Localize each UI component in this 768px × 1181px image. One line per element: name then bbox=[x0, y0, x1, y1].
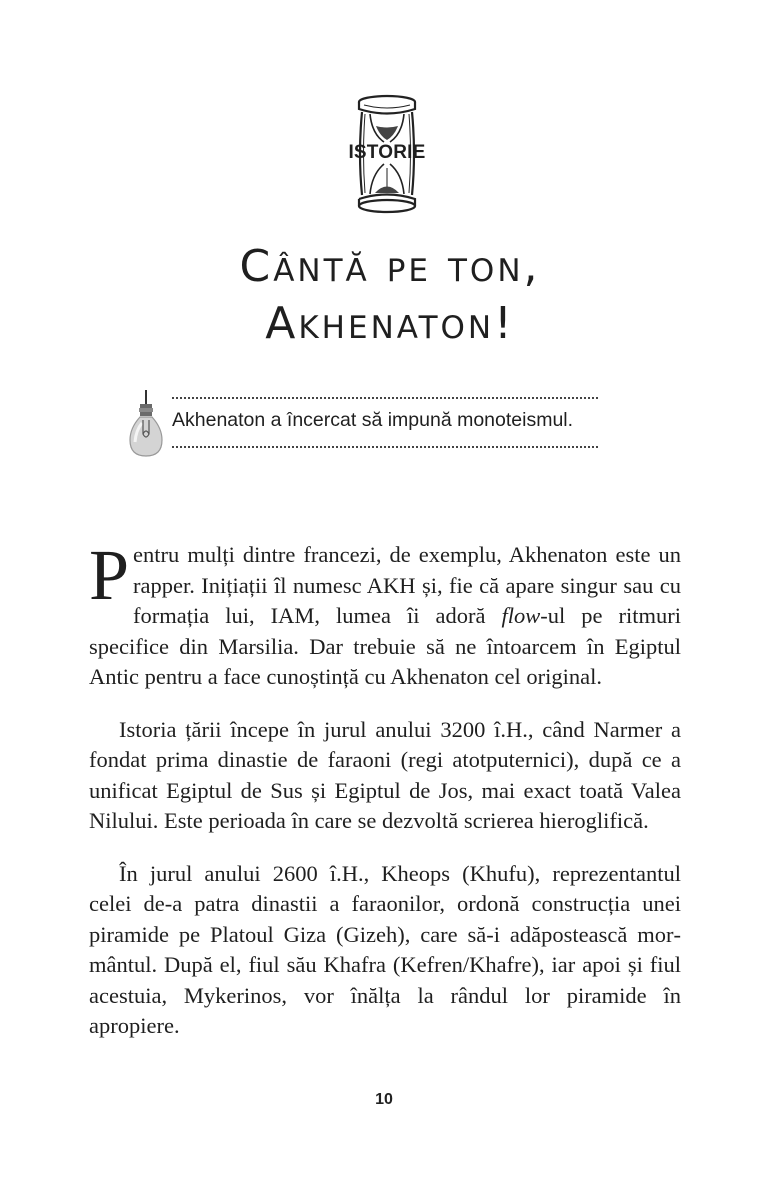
paragraph-2: Istoria țării începe în jurul anului 3200 î.H., când Narmer a fondat prima dinastie de faraoni (regi atotputernici), după ce a unificat Egiptul de Sus și Egiptul de Jos, mai exact toată Valea Nilului. Este perioada în care se dezvoltă scrierea hieroglifică. bbox=[89, 716, 681, 833]
tip-divider-bottom bbox=[172, 446, 598, 448]
paragraph-3: În jurul anului 2600 î.H., Kheops (Khufu), reprezentantul celei de-a patra dinastii a faraonilor, ordonă construcția unei piramide pe Platoul Giza (Gizeh), care să-i adăpostească mormântul. După el, fiul său Khafra (Kefren/Khafre), iar apoi și fiul acestuia, Mykerinos, vor înălța la rândul lor piramide în apropiere. bbox=[89, 860, 681, 1038]
article-body bbox=[89, 535, 681, 1064]
lightbulb-icon bbox=[126, 390, 166, 466]
page-number: 10 bbox=[375, 1091, 393, 1108]
paragraph-1-italic: flow bbox=[501, 603, 541, 628]
chapter-title-line-1: Cântă pe ton, bbox=[239, 241, 541, 292]
tip-text: Akhenaton a încercat să impună monoteismul. bbox=[172, 409, 574, 431]
paragraph-1-text-a: entru mulți dintre francezi, de exemplu, Akhenaton este un rapper. Inițiații îl numesc AKH și, fie că apare singur sau cu formația lui, IAM, lumea îi adoră bbox=[133, 542, 681, 628]
tip-divider-top bbox=[172, 397, 598, 399]
chapter-title-line-2: Akhenaton! bbox=[265, 298, 515, 349]
tip-callout bbox=[126, 390, 606, 464]
paragraph-1-text-b: -ul pe ritmuri specifice din Marsilia. Dar trebuie să ne întoarcem în Egiptul Antic pentru a face cunoștință cu Akhenaton cel original. bbox=[89, 603, 681, 689]
paragraph-1 bbox=[89, 535, 681, 693]
category-label: ISTORIE bbox=[348, 142, 426, 163]
chapter-title bbox=[60, 238, 720, 352]
drop-cap: P bbox=[89, 535, 130, 615]
